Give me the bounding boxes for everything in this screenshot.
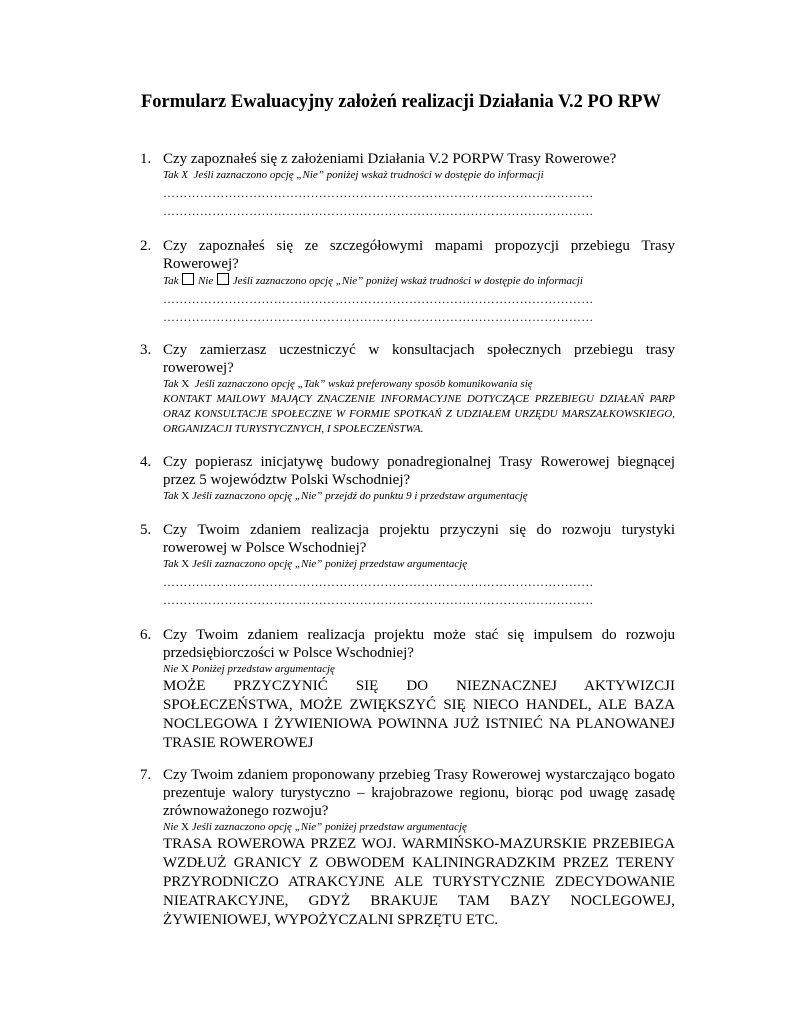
answer-text: TRASA ROWEROWA PRZEZ WOJ. WARMIŃSKO-MAZURSKIE PRZEBIEGA WZDŁUŻ GRANICY Z OBWODEM KALININGRADZKIM PRZEZ TERENY PRZYRODNICZO ATRAKCYJNE ALE TURYSTYCZNIE ZDECYDOWANIE NIEATRAKCYJNE, GDYŻ BRAKUJE TAM BAZY NOCLEGOWEJ, ŻYWIENIOWEJ, WYPOŻYCZALNI SPRZĘTU ETC. — [163, 836, 675, 928]
hint-text: Jeśli zaznaczono opcję „Tak” wskaż preferowany sposób komunikowania się — [194, 378, 533, 390]
question-text: Czy Twoim zdaniem realizacja projektu może stać się impulsem do rozwoju przedsiębiorczości w Polsce Wschodniej? — [163, 627, 675, 661]
question-text: Czy zamierzasz uczestniczyć w konsultacjach społecznych przebiegu trasy rowerowej? — [163, 342, 675, 376]
option-nie-label: Nie — [198, 275, 214, 287]
question-7 — [140, 766, 675, 930]
question-text: Czy Twoim zdaniem proponowany przebieg Trasy Rowerowej wystarczająco bogato prezentuje walory turystyczno – krajobrazowe regionu, biorąc pod uwagę zasadę zrównoważonego rozwoju? — [163, 767, 675, 819]
hint-text: Jeśli zaznaczono opcję „Nie” poniżej wskaż trudności w dostępie do informacji — [193, 169, 544, 181]
document-title: Formularz Ewaluacyjny założeń realizacji Działania V.2 PO RPW — [141, 92, 661, 112]
answer-line[interactable]: …………………………………………………………………………………………… — [163, 186, 594, 200]
question-number: 1. — [140, 151, 152, 167]
answer-hint-line — [163, 820, 675, 835]
option-nie-label: Nie — [163, 821, 179, 833]
option-nie-label: Nie — [163, 663, 179, 675]
question-6 — [140, 626, 675, 753]
answer-line[interactable]: …………………………………………………………………………………………… — [163, 575, 594, 589]
selected-mark[interactable]: X — [181, 558, 190, 570]
checkbox-nie[interactable] — [217, 273, 229, 285]
question-5 — [140, 521, 675, 608]
answer-hint-line — [163, 662, 675, 677]
answer-choice[interactable]: Tak X — [163, 169, 188, 181]
question-text: Czy zapoznałeś się ze szczegółowymi mapami propozycji przebiegu Trasy Rowerowej? — [163, 238, 675, 272]
question-number: 4. — [140, 454, 152, 470]
question-3 — [140, 341, 675, 437]
question-text: Czy zapoznałeś się z założeniami Działania V.2 PORPW Trasy Rowerowe? — [163, 151, 617, 167]
hint-text: Jeśli zaznaczono opcję „Nie” poniżej przedstaw argumentację — [191, 821, 467, 833]
question-number: 2. — [140, 238, 152, 254]
answer-text: KONTAKT MAILOWY MAJĄCY ZNACZENIE INFORMACYJNE DOTYCZĄCE PRZEBIEGU DZIAŁAŃ PARP ORAZ KONSULTACJE SPOŁECZNE W FORMIE SPOTKAŃ Z UDZIAŁEM URZĘDU MARSZAŁKOWSKIEGO, ORGANIZACJI TURYSTYCZNYCH, I SPOŁECZEŃSTWA. — [163, 393, 675, 435]
selected-mark[interactable]: X — [181, 490, 190, 502]
question-number: 6. — [140, 627, 152, 643]
option-tak-label: Tak — [163, 378, 179, 390]
answer-hint-line — [163, 273, 675, 289]
answer-hint-line — [163, 377, 675, 392]
question-text: Czy Twoim zdaniem realizacja projektu przyczyni się do rozwoju turystyki rowerowej w Polsce Wschodniej? — [163, 522, 675, 556]
answer-line[interactable]: …………………………………………………………………………………………… — [163, 310, 594, 324]
question-2 — [140, 237, 675, 325]
answer-line[interactable]: …………………………………………………………………………………………… — [163, 204, 594, 218]
question-1 — [140, 150, 675, 219]
option-tak-label: Tak — [163, 558, 179, 570]
option-tak-label: Tak — [163, 490, 179, 502]
question-text: Czy popierasz inicjatywę budowy ponadregionalnej Trasy Rowerowej biegnącej przez 5 województw Polski Wschodniej? — [163, 454, 675, 488]
hint-text: Poniżej przedstaw argumentację — [191, 663, 335, 675]
hint-text: Jeśli zaznaczono opcję „Nie” poniżej przedstaw argumentację — [191, 558, 468, 570]
selected-mark[interactable]: X — [181, 378, 190, 390]
question-4 — [140, 453, 675, 504]
selected-mark[interactable]: X — [181, 821, 189, 833]
checkbox-tak[interactable] — [182, 273, 194, 285]
answer-line[interactable]: …………………………………………………………………………………………… — [163, 292, 594, 306]
question-number: 7. — [140, 767, 152, 783]
answer-hint-line — [163, 557, 675, 572]
selected-mark[interactable]: X — [181, 663, 189, 675]
answer-hint-line — [163, 489, 675, 504]
hint-text: Jeśli zaznaczono opcję „Nie” przejdź do punktu 9 i przedstaw argumentację — [191, 490, 528, 502]
option-tak-label: Tak — [163, 275, 179, 287]
question-number: 3. — [140, 342, 152, 358]
answer-line[interactable]: …………………………………………………………………………………………… — [163, 593, 594, 607]
answer-hint-line — [163, 168, 675, 183]
answer-text: MOŻE PRZYCZYNIĆ SIĘ DO NIEZNACZNEJ AKTYWIZCJI SPOŁECZEŃSTWA, MOŻE ZWIĘKSZYĆ SIĘ NIECO HANDEL, ALE BAZA NOCLEGOWA I ŻYWIENIOWA POWINNA JUŻ ISTNIEĆ NA PLANOWANEJ TRASIE ROWEROWEJ — [163, 678, 675, 751]
question-number: 5. — [140, 522, 152, 538]
hint-text: Jeśli zaznaczono opcję „Nie” poniżej wskaż trudności w dostępie do informacji — [232, 275, 583, 287]
